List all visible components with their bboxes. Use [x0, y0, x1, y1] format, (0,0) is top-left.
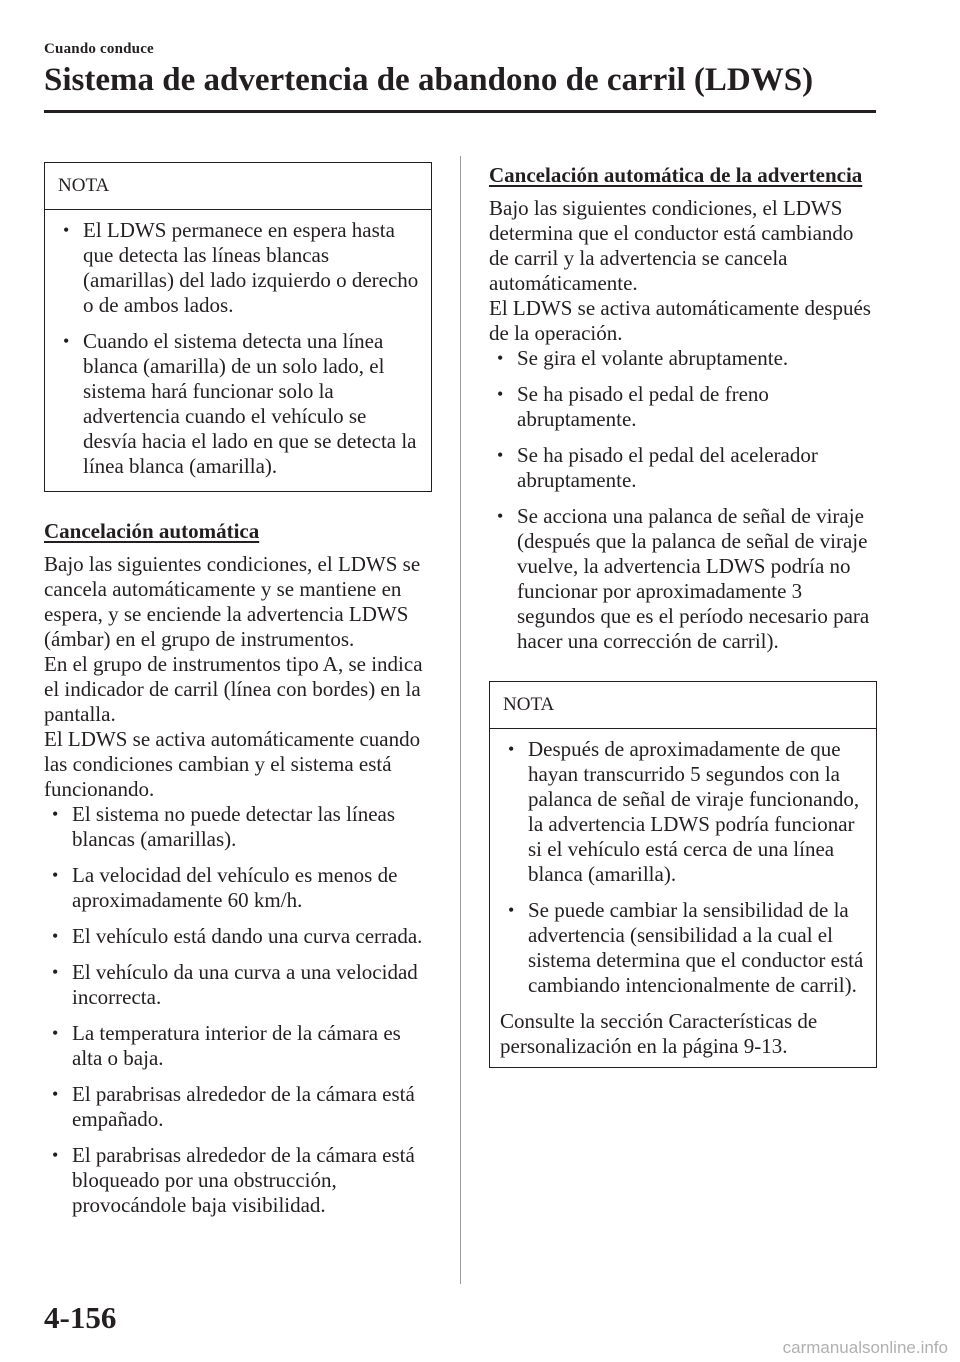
note-body — [490, 729, 876, 1067]
list-item: • Se gira el volante abruptamente. — [489, 346, 877, 371]
list-item: • El parabrisas alrededor de la cámara está bloqueado por una obstrucción, provocándole baja visibilidad. — [44, 1143, 432, 1218]
list-item: • El vehículo da una curva a una velocidad incorrecta. — [44, 960, 432, 1010]
list-item: • Se ha pisado el pedal del acelerador abruptamente. — [489, 443, 877, 493]
paragraph: El LDWS se activa automáticamente después de la operación. — [489, 296, 871, 345]
paragraph: El LDWS se activa automáticamente cuando las condiciones cambian y el sistema está funcionando. — [44, 727, 421, 801]
page-number: 4-156 — [44, 1300, 117, 1335]
list-item: • El parabrisas alrededor de la cámara está empañado. — [44, 1082, 432, 1132]
section-label: Cuando conduce — [44, 41, 154, 57]
section-heading-cancelacion: Cancelación automática — [44, 519, 260, 543]
condition-list — [489, 346, 877, 654]
section-heading-cancelacion-advertencia: Cancelación automática de la advertencia — [489, 163, 863, 187]
note-bullet: • El LDWS permanece en espera hasta que detecta las líneas blancas (amarillas) del lado izquierdo o derecho o de ambos lados. — [55, 218, 421, 318]
note-bullet: • Después de aproximadamente de que hayan transcurrido 5 segundos con la palanca de señal de viraje funcionando, la advertencia LDWS podría funcionar si el vehículo está cerca de una línea blanca (amarilla). — [500, 737, 866, 887]
list-item: • El vehículo está dando una curva cerrada. — [44, 924, 432, 949]
note-label: NOTA — [490, 682, 876, 729]
note-box — [489, 681, 877, 1068]
list-item: • Se acciona una palanca de señal de viraje (después que la palanca de señal de viraje vuelve, la advertencia LDWS podría no funcionar por aproximadamente 3 segundos que es el período necesario para hacer una corrección de carril). — [489, 504, 877, 654]
right-column — [489, 162, 877, 1068]
note-box — [44, 162, 432, 492]
column-divider — [460, 156, 461, 1284]
watermark: carmanualsonline.info — [782, 1338, 948, 1357]
note-bullet-list — [55, 218, 421, 479]
note-label: NOTA — [45, 163, 431, 210]
header-rule — [44, 110, 876, 113]
list-item: • El sistema no puede detectar las líneas blancas (amarillas). — [44, 802, 432, 852]
paragraph: Bajo las siguientes condiciones, el LDWS determina que el conductor está cambiando de carril y la advertencia se cancela automáticamente. — [489, 196, 854, 295]
paragraph-block — [44, 552, 432, 802]
page-title: Sistema de advertencia de abandono de carril (LDWS) — [44, 62, 814, 98]
left-column — [44, 162, 432, 1229]
note-bullet-list — [500, 737, 866, 998]
list-item: • Se ha pisado el pedal de freno abruptamente. — [489, 382, 877, 432]
paragraph-block — [489, 196, 877, 346]
list-item: • La temperatura interior de la cámara es alta o baja. — [44, 1021, 432, 1071]
paragraph: Bajo las siguientes condiciones, el LDWS se cancela automáticamente y se mantiene en espera, y se enciende la advertencia LDWS (ámbar) en el grupo de instrumentos. — [44, 552, 421, 651]
note-footer: Consulte la sección Características de personalización en la página 9-13. — [500, 1009, 818, 1058]
list-item: • La velocidad del vehículo es menos de aproximadamente 60 km/h. — [44, 863, 432, 913]
condition-list — [44, 802, 432, 1218]
page-header — [44, 40, 876, 100]
paragraph: En el grupo de instrumentos tipo A, se indica el indicador de carril (línea con bordes) en la pantalla. — [44, 652, 423, 726]
note-bullet: • Cuando el sistema detecta una línea blanca (amarilla) de un solo lado, el sistema hará funcionar solo la advertencia cuando el vehículo se desvía hacia el lado en que se detecta la línea blanca (amarilla). — [55, 329, 421, 479]
note-body — [45, 210, 431, 491]
note-bullet: • Se puede cambiar la sensibilidad de la advertencia (sensibilidad a la cual el sistema determina que el conductor está cambiando intencionalmente de carril). — [500, 898, 866, 998]
